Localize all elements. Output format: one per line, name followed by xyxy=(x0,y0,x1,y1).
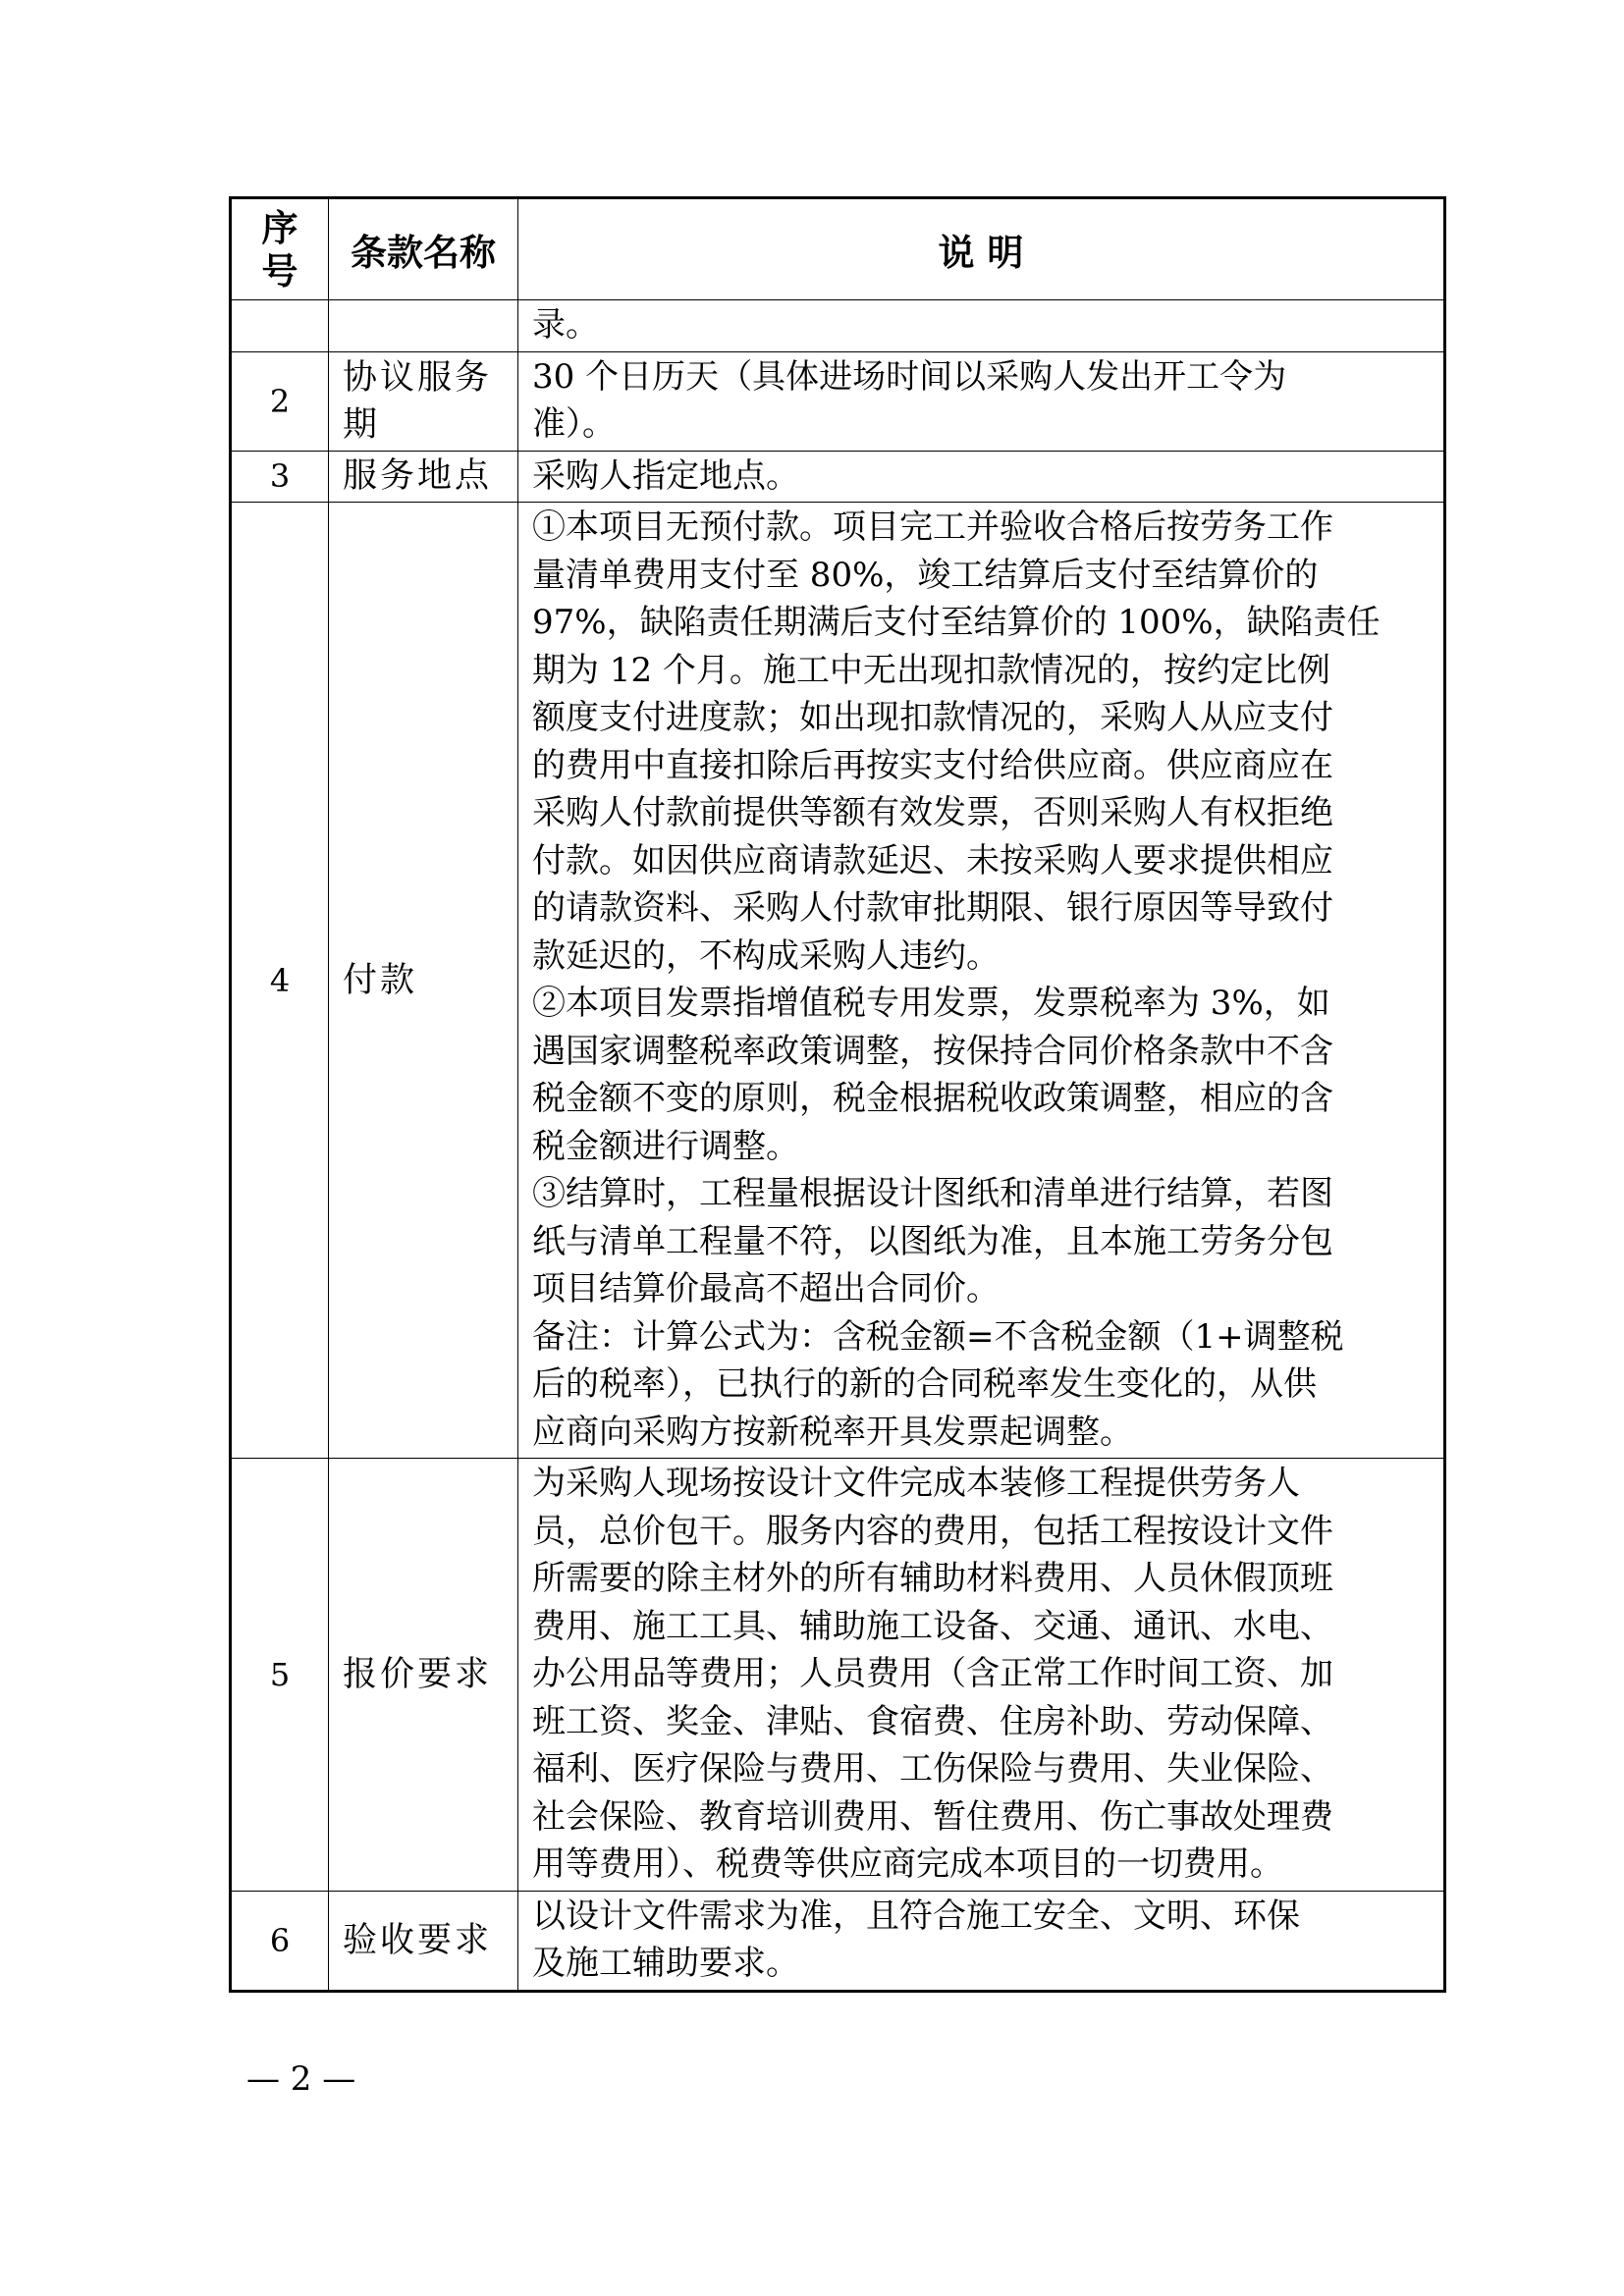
description-line: 录。 xyxy=(532,305,599,345)
row-seq: 3 xyxy=(231,451,329,503)
description-line: 所需要的除主材外的所有辅助材料费用、人员休假顶班 xyxy=(532,1559,1333,1598)
row-seq: 6 xyxy=(231,1891,329,1991)
description-line: 税金额不变的原则，税金根据税收政策调整，相应的含 xyxy=(532,1079,1333,1118)
table-row xyxy=(231,503,1445,1459)
description-line: ①本项目无预付款。项目完工并验收合格后按劳务工作 xyxy=(532,507,1333,547)
table-header-row xyxy=(231,198,1445,300)
description-line: 福利、医疗保险与费用、工伤保险与费用、失业保险、 xyxy=(532,1749,1333,1789)
row-seq: 2 xyxy=(231,351,329,451)
table-row xyxy=(231,351,1445,451)
row-description xyxy=(518,451,1445,503)
description-line: 期为 12 个月。施工中无出现扣款情况的，按约定比例 xyxy=(532,650,1330,690)
description-line: ②本项目发票指增值税专用发票，发票税率为 3%，如 xyxy=(532,984,1330,1023)
row-clause-name xyxy=(329,300,518,352)
description-line: 30 个日历天（具体进场时间以采购人发出开工令为 xyxy=(532,356,1287,397)
description-line: 费用、施工工具、辅助施工设备、交通、通讯、水电、 xyxy=(532,1606,1333,1646)
description-line: 付款。如因供应商请款延迟、未按采购人要求提供相应 xyxy=(532,840,1333,881)
description-line: 的请款资料、采购人付款审批期限、银行原因等导致付 xyxy=(532,888,1333,928)
description-line: 采购人指定地点。 xyxy=(532,455,799,496)
description-line: 准）。 xyxy=(532,404,616,444)
description-line: 班工资、奖金、津贴、食宿费、住房补助、劳动保障、 xyxy=(532,1701,1333,1741)
table-row xyxy=(231,1891,1445,1991)
description-line: 用等费用）、税费等供应商完成本项目的一切费用。 xyxy=(532,1844,1283,1884)
row-seq: 5 xyxy=(231,1459,329,1892)
page-number: — 2 — xyxy=(246,2059,356,2099)
description-line: 额度支付进度款；如出现扣款情况的，采购人从应支付 xyxy=(532,698,1333,737)
row-description xyxy=(518,300,1445,352)
description-line: 应商向采购方按新税率开具发票起调整。 xyxy=(532,1412,1133,1452)
row-clause-name: 服务地点 xyxy=(329,451,518,503)
description-line: 纸与清单工程量不符，以图纸为准，且本施工劳务分包 xyxy=(532,1221,1333,1261)
row-seq xyxy=(231,300,329,352)
table-body xyxy=(231,300,1445,1992)
description-line: 员，总价包干。服务内容的费用，包括工程按设计文件 xyxy=(532,1511,1333,1551)
description-line: 后的税率），已执行的新的合同税率发生变化的，从供 xyxy=(532,1364,1317,1404)
description-line: 遇国家调整税率政策调整，按保持合同价格条款中不含 xyxy=(532,1031,1333,1071)
row-clause-name: 协议服务期 xyxy=(329,351,518,451)
description-line: 为采购人现场按设计文件完成本装修工程提供劳务人 xyxy=(532,1464,1300,1503)
row-clause-name: 报价要求 xyxy=(329,1459,518,1892)
description-line: 采购人付款前提供等额有效发票，否则采购人有权拒绝 xyxy=(532,793,1333,832)
description-line: 量清单费用支付至 80%，竣工结算后支付至结算价的 xyxy=(532,555,1319,595)
description-line: 的费用中直接扣除后再按实支付给供应商。供应商应在 xyxy=(532,745,1333,785)
row-description xyxy=(518,1891,1445,1991)
description-line: 社会保险、教育培训费用、暂住费用、伤亡事故处理费 xyxy=(532,1796,1333,1837)
row-clause-name: 验收要求 xyxy=(329,1891,518,1991)
row-description xyxy=(518,503,1445,1459)
clause-table xyxy=(229,196,1446,1993)
description-line: 及施工辅助要求。 xyxy=(532,1944,799,1983)
description-line: 税金额进行调整。 xyxy=(532,1126,799,1166)
description-line: 办公用品等费用；人员费用（含正常工作时间工资、加 xyxy=(532,1654,1333,1693)
table-row xyxy=(231,451,1445,503)
description-line: 款延迟的，不构成采购人违约。 xyxy=(532,935,1000,976)
table-row xyxy=(231,300,1445,352)
description-line: 以设计文件需求为准，且符合施工安全、文明、环保 xyxy=(532,1896,1300,1936)
row-description xyxy=(518,351,1445,451)
description-line: 项目结算价最高不超出合同价。 xyxy=(532,1269,1000,1308)
description-line: 97%，缺陷责任期满后支付至结算价的 100%，缺陷责任 xyxy=(532,603,1380,642)
description-line: ③结算时，工程量根据设计图纸和清单进行结算，若图 xyxy=(532,1174,1333,1213)
row-seq: 4 xyxy=(231,503,329,1459)
header-seq: 序 号 xyxy=(231,198,329,300)
row-clause-name: 付款 xyxy=(329,503,518,1459)
header-description: 说 明 xyxy=(518,198,1445,300)
row-description xyxy=(518,1459,1445,1892)
description-line: 备注：计算公式为：含税金额=不含税金额（1+调整税 xyxy=(532,1316,1344,1357)
table-row xyxy=(231,1459,1445,1892)
header-clause-name: 条款名称 xyxy=(329,198,518,300)
